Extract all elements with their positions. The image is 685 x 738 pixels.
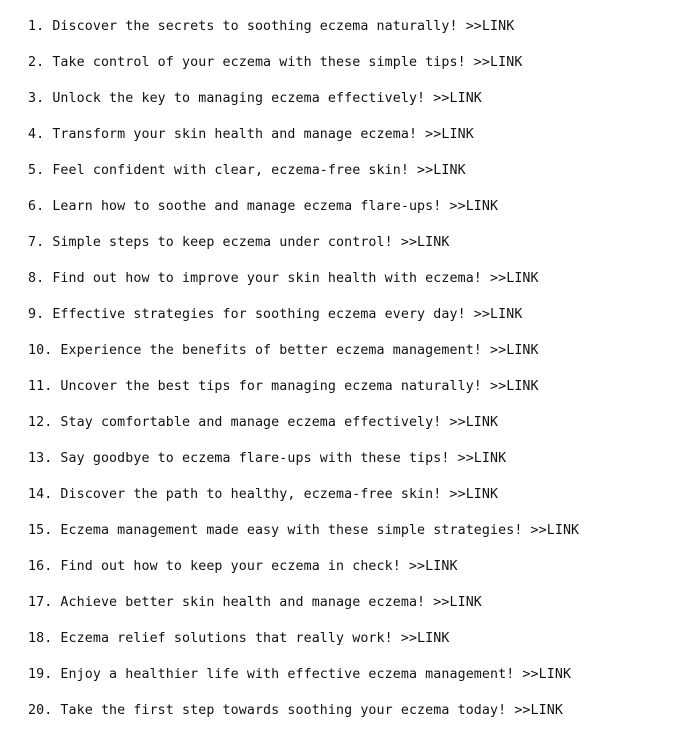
text-line-9: 9. Effective strategies for soothing eczema every day! >>LINK	[28, 307, 523, 322]
text-line-3: 3. Unlock the key to managing eczema effectively! >>LINK	[28, 91, 482, 106]
text-line-18: 18. Eczema relief solutions that really work! >>LINK	[28, 631, 450, 646]
text-line-5: 5. Feel confident with clear, eczema-free skin! >>LINK	[28, 163, 466, 178]
text-line-10: 10. Experience the benefits of better eczema management! >>LINK	[28, 343, 539, 358]
text-line-8: 8. Find out how to improve your skin health with eczema! >>LINK	[28, 271, 539, 286]
text-line-15: 15. Eczema management made easy with these simple strategies! >>LINK	[28, 523, 580, 538]
text-line-20: 20. Take the first step towards soothing your eczema today! >>LINK	[28, 703, 563, 718]
text-line-13: 13. Say goodbye to eczema flare-ups with these tips! >>LINK	[28, 451, 507, 466]
text-line-16: 16. Find out how to keep your eczema in check! >>LINK	[28, 559, 458, 574]
text-line-1: 1. Discover the secrets to soothing eczema naturally! >>LINK	[28, 19, 515, 34]
text-line-14: 14. Discover the path to healthy, eczema-free skin! >>LINK	[28, 487, 499, 502]
text-line-17: 17. Achieve better skin health and manage eczema! >>LINK	[28, 595, 482, 610]
text-line-19: 19. Enjoy a healthier life with effective eczema management! >>LINK	[28, 667, 572, 682]
text-line-4: 4. Transform your skin health and manage eczema! >>LINK	[28, 127, 474, 142]
text-line-7: 7. Simple steps to keep eczema under control! >>LINK	[28, 235, 450, 250]
text-line-6: 6. Learn how to soothe and manage eczema flare-ups! >>LINK	[28, 199, 499, 214]
text-line-12: 12. Stay comfortable and manage eczema effectively! >>LINK	[28, 415, 499, 430]
text-line-11: 11. Uncover the best tips for managing eczema naturally! >>LINK	[28, 379, 539, 394]
text-line-2: 2. Take control of your eczema with these simple tips! >>LINK	[28, 55, 523, 70]
text-line-list	[28, 18, 579, 738]
